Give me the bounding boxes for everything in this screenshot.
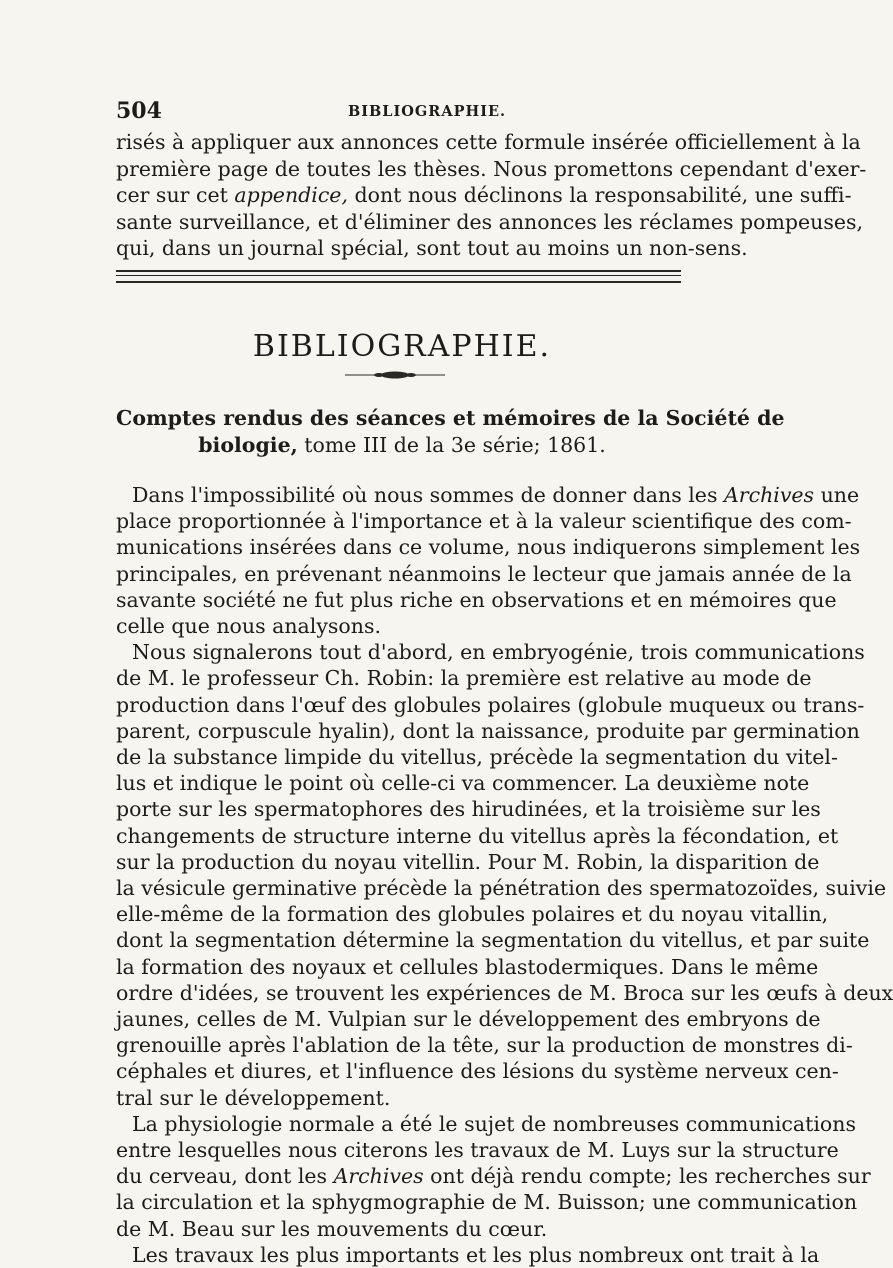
text-line: Nous signalerons tout d'abord, en embryogénie, trois communications (132, 640, 865, 665)
ornament-divider (345, 370, 445, 380)
text-line: savante société ne fut plus riche en observations et en mémoires que (116, 587, 837, 612)
running-title: BIBLIOGRAPHIE. (348, 103, 507, 120)
section-title: BIBLIOGRAPHIE. (252, 329, 552, 365)
entry-title-line-2 (116, 432, 688, 458)
text-line: sur la production du noyau vitellin. Pour M. Robin, la disparition de (116, 849, 820, 874)
text-line (116, 1163, 871, 1189)
text-line: production dans l'œuf des globules polaires (globule muqueux ou trans- (116, 692, 865, 717)
text-run: du cerveau, dont les (116, 1164, 334, 1189)
text-run: dont nous déclinons la responsabilité, une suffi- (347, 183, 852, 207)
text-line: la vésicule germinative précède la pénétration des spermatozoïdes, suivie (116, 876, 887, 900)
text-line: de M. le professeur Ch. Robin: la première est relative au mode de (116, 666, 812, 691)
double-rule-bottom (116, 275, 681, 276)
text-line: céphales et diures, et l'influence des lésions du système nerveux cen- (116, 1059, 839, 1084)
running-head (116, 98, 691, 128)
text-line: entre lesquelles nous citerons les travaux de M. Luys sur la structure (116, 1138, 839, 1162)
text-line: La physiologie normale a été le sujet de nombreuses communications (132, 1111, 856, 1136)
text-run: une (814, 483, 860, 507)
text-run: Dans l'impossibilité où nous sommes de donner dans les (132, 483, 724, 507)
text-line: principales, en prévenant néanmoins le lecteur que jamais année de la (116, 561, 852, 586)
page-number: 504 (116, 98, 162, 124)
italic-term: Archives (723, 483, 815, 507)
text-line: place proportionnée à l'importance et à la valeur scientifique des com- (116, 509, 852, 534)
entry-title-line-1: Comptes rendus des séances et mémoires de la Société de (116, 406, 785, 430)
text-line: risés à appliquer aux annonces cette formule insérée officiellement à la (116, 130, 861, 154)
text-line: dont la segmentation détermine la segmentation du vitellus, et par suite (116, 928, 870, 953)
text-line: porte sur les spermatophores des hirudinées, et la troisième sur les (116, 797, 821, 822)
text-line (116, 182, 852, 208)
italic-term: Archives (333, 1164, 424, 1189)
text-line: sante surveillance, et d'éliminer des annonces les réclames pompeuses, (116, 209, 864, 234)
text-line: jaunes, celles de M. Vulpian sur le développement des embryons de (116, 1007, 821, 1031)
entry-title-rest: tome III de la 3e série; 1861. (297, 433, 606, 457)
text-run: cer sur cet (116, 183, 235, 207)
text-line: tral sur le développement. (116, 1085, 391, 1110)
text-line: elle-même de la formation des globules polaires et du noyau vitallin, (116, 902, 829, 927)
text-line: lus et indique le point où celle-ci va commencer. La deuxième note (116, 771, 810, 796)
text-line: munications insérées dans ce volume, nous indiquerons simplement les (116, 535, 861, 560)
double-rule-third (116, 281, 681, 283)
text-line: de la substance limpide du vitellus, précède la segmentation du vitel- (116, 745, 838, 769)
text-line: celle que nous analysons. (116, 614, 382, 638)
text-line: Les travaux les plus importants et les plus nombreux ont trait à la (132, 1242, 820, 1267)
text-line: grenouille après l'ablation de la tête, sur la production de monstres di- (116, 1033, 853, 1058)
text-line: changements de structure interne du vitellus après la fécondation, et (116, 823, 839, 848)
double-rule-top (116, 270, 681, 272)
text-run: ont déjà rendu compte; les recherches sur (423, 1164, 871, 1189)
text-line: première page de toutes les thèses. Nous promettons cependant d'exer- (116, 156, 867, 181)
italic-term: appendice, (234, 183, 348, 207)
text-line: qui, dans un journal spécial, sont tout au moins un non-sens. (116, 236, 748, 260)
text-line: ordre d'idées, se trouvent les expériences de M. Broca sur les œufs à deux (116, 980, 893, 1005)
text-line: parent, corpuscule hyalin), dont la naissance, produite par germination (116, 718, 860, 743)
text-line: de M. Beau sur les mouvements du cœur. (116, 1216, 548, 1241)
entry-title-bold: biologie, (198, 433, 298, 457)
text-line: la formation des noyaux et cellules blastodermiques. Dans le même (116, 954, 819, 979)
text-line (132, 482, 860, 508)
text-line: la circulation et la sphygmographie de M. Buisson; une communication (116, 1190, 858, 1215)
